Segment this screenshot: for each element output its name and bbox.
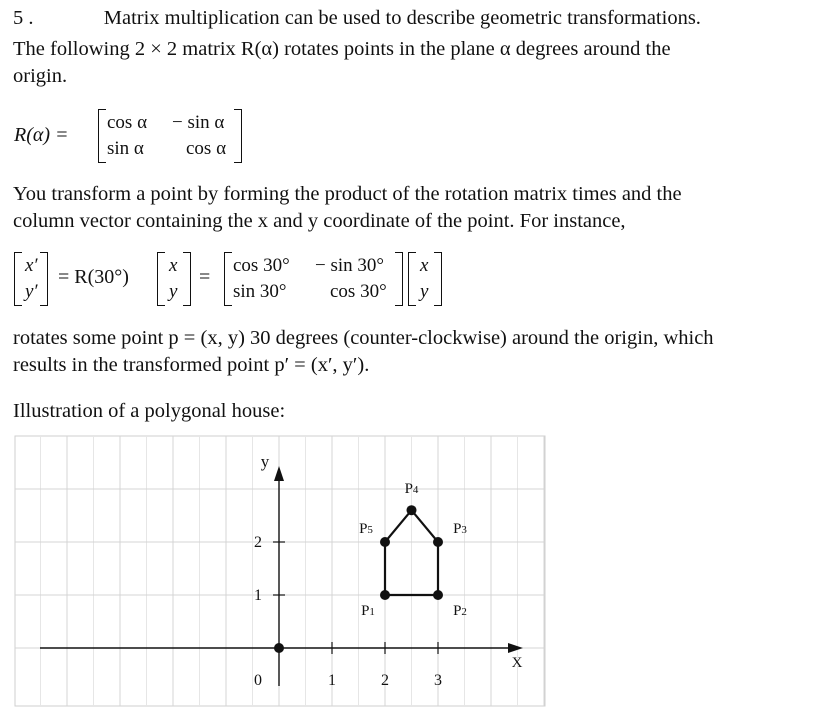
matrix-b11: cos 30° — [233, 255, 290, 276]
point-label-p4: P4 — [404, 481, 419, 498]
vector-x: x — [169, 255, 178, 276]
labels — [254, 452, 523, 689]
point-label-p3: P3 — [453, 521, 467, 537]
point-label-p1: P1 — [361, 603, 375, 619]
point-p1 — [380, 590, 390, 600]
point-p3 — [433, 537, 443, 547]
x-axis-label: X — [511, 655, 523, 671]
matrix-a22: cos α — [186, 138, 227, 159]
x-tick-label: 3 — [434, 672, 442, 689]
transform-text-2: column vector containing the x and y coordinate of the point. For instance, — [13, 210, 626, 232]
matrix-b21: sin 30° — [233, 281, 287, 302]
y-axis-label: y — [260, 452, 270, 471]
point-label-p5: P5 — [359, 521, 373, 537]
axes — [40, 466, 523, 686]
point-label-p2: P2 — [453, 603, 467, 619]
vector-yp: y′ — [25, 281, 38, 302]
matrix-b12: − sin 30° — [315, 255, 384, 276]
matrix-a21: sin α — [107, 138, 144, 159]
result-text-1: rotates some point p = (x, y) 30 degrees (counter-clockwise) around the origin, which — [13, 327, 714, 349]
problem-number: 5 . — [13, 7, 34, 29]
y-axis-arrow — [274, 466, 284, 481]
x-tick-label: 2 — [381, 672, 389, 689]
transform-text-1: You transform a point by forming the product of the rotation matrix times and the — [13, 183, 682, 205]
point-p4 — [407, 505, 417, 515]
intro-text-1: Matrix multiplication can be used to describe geometric transformations. — [103, 7, 701, 29]
vector-xp: x′ — [25, 255, 38, 276]
eq-equals: = — [199, 266, 211, 288]
y-tick-label: 1 — [254, 587, 262, 604]
figure-caption: Illustration of a polygonal house: — [13, 400, 286, 422]
vector-y: y — [169, 281, 178, 302]
matrix-lhs: R(α) = — [14, 124, 69, 146]
matrix-b22: cos 30° — [330, 281, 387, 302]
vector-y2: y — [420, 281, 429, 302]
intro-text-2: The following 2 × 2 matrix R(α) rotates points in the plane α degrees around the — [13, 38, 671, 60]
x-tick-label: 1 — [328, 672, 336, 689]
vector-x2: x — [420, 255, 429, 276]
x-tick-label: 0 — [254, 672, 262, 689]
point-p2 — [433, 590, 443, 600]
y-tick-label: 2 — [254, 534, 262, 551]
intro-text-3: origin. — [13, 65, 68, 87]
matrix-a12: − sin α — [172, 112, 225, 133]
point-p5 — [380, 537, 390, 547]
eq-r30: = R(30°) — [58, 266, 129, 288]
x-axis-arrow — [508, 643, 523, 653]
matrix-a11: cos α — [107, 112, 148, 133]
origin-point — [274, 643, 284, 653]
result-text-2: results in the transformed point p′ = (x′, y′). — [13, 354, 370, 376]
